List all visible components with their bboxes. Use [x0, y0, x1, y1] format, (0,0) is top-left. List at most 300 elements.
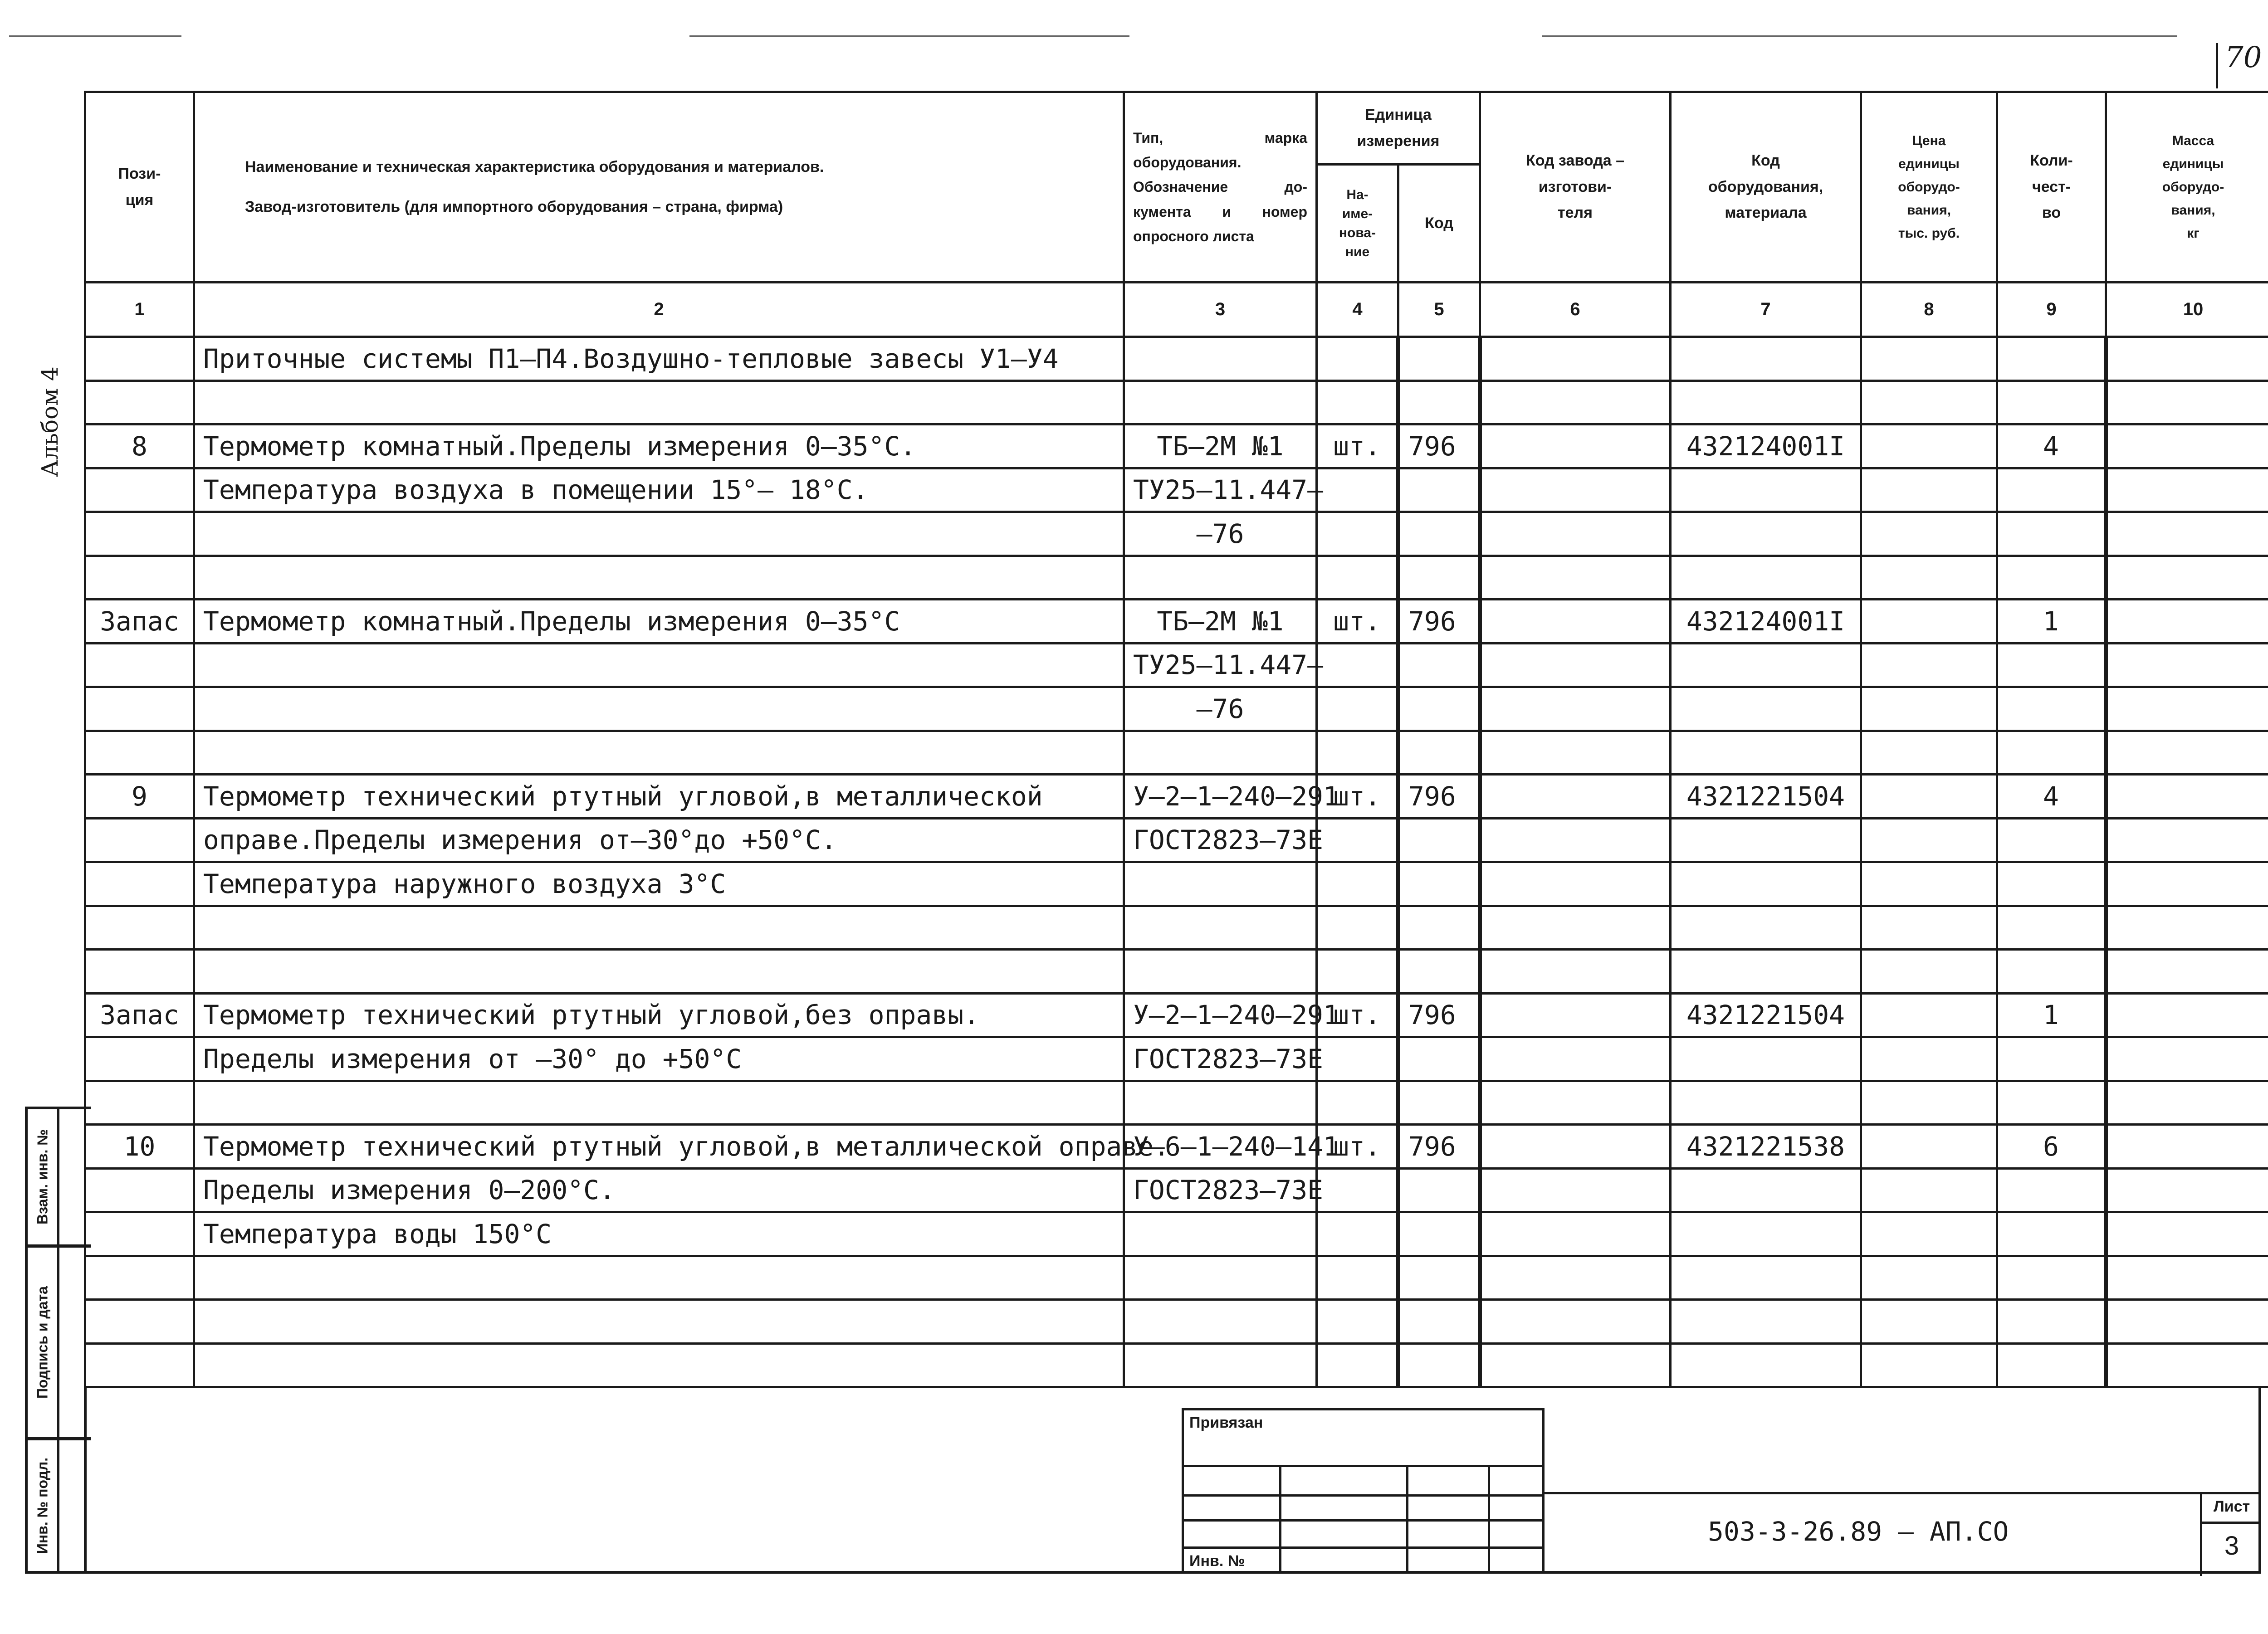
table-row — [85, 337, 2268, 381]
equipment-code-cell — [1671, 1081, 1861, 1125]
type-cell — [1124, 1343, 1317, 1387]
price-cell — [1861, 775, 1997, 819]
factory-code-cell — [1480, 1256, 1671, 1300]
type-cell: –76 — [1124, 512, 1317, 556]
name-cell: Пределы измерения от –30° до +50°С — [194, 1037, 1124, 1081]
position-cell — [85, 643, 194, 687]
price-cell — [1861, 1212, 1997, 1256]
unit-cell — [1317, 1037, 1398, 1081]
price-cell — [1861, 512, 1997, 556]
header-name-line2: Завод-изготовитель (для импортного оборудования – страна, фирма) — [245, 198, 783, 215]
mass-cell — [2106, 468, 2268, 512]
table-row — [85, 468, 2268, 512]
album-label — [36, 354, 64, 490]
price-cell — [1861, 600, 1997, 644]
price-cell — [1861, 1037, 1997, 1081]
name-cell — [194, 1343, 1124, 1387]
equipment-code-cell — [1671, 950, 1861, 994]
table-row — [85, 1343, 2268, 1387]
header-quantity: Коли- чест- во — [1997, 92, 2106, 283]
factory-code-cell — [1480, 1037, 1671, 1081]
factory-code-cell — [1480, 906, 1671, 950]
name-cell: оправе.Пределы измерения от–30°до +50°С. — [194, 818, 1124, 862]
quantity-cell — [1997, 337, 2106, 381]
type-cell: ТБ–2М №1 — [1124, 424, 1317, 468]
price-cell — [1861, 1343, 1997, 1387]
code-cell — [1398, 687, 1480, 731]
type-cell: ТУ25–11.447– — [1124, 468, 1317, 512]
table-row — [85, 1125, 2268, 1169]
position-cell: Запас — [85, 600, 194, 644]
unit-cell — [1317, 337, 1398, 381]
code-cell — [1398, 1212, 1480, 1256]
price-cell — [1861, 643, 1997, 687]
type-cell: ТУ25–11.447– — [1124, 643, 1317, 687]
mass-cell — [2106, 687, 2268, 731]
mass-cell — [2106, 818, 2268, 862]
header-price: Цена единицы оборудо- вания, тыс. руб. — [1861, 92, 1997, 283]
type-cell — [1124, 337, 1317, 381]
col-number: 10 — [2106, 283, 2268, 337]
factory-code-cell — [1480, 643, 1671, 687]
page-number-bar — [2216, 43, 2218, 88]
price-cell — [1861, 993, 1997, 1037]
table-row — [85, 687, 2268, 731]
code-cell — [1398, 862, 1480, 906]
price-cell — [1861, 1168, 1997, 1212]
equipment-code-cell: 4321221538 — [1671, 1125, 1861, 1169]
quantity-cell: 4 — [1997, 424, 2106, 468]
unit-cell: шт. — [1317, 775, 1398, 819]
col-number: 8 — [1861, 283, 1997, 337]
factory-code-cell — [1480, 1212, 1671, 1256]
position-cell — [85, 731, 194, 775]
mass-cell — [2106, 1300, 2268, 1344]
header-mass: Масса единицы оборудо- вания, кг — [2106, 92, 2268, 283]
price-cell — [1861, 950, 1997, 994]
equipment-code-cell — [1671, 512, 1861, 556]
mass-cell — [2106, 862, 2268, 906]
side-col — [28, 1109, 59, 1244]
code-cell: 796 — [1398, 424, 1480, 468]
price-cell — [1861, 468, 1997, 512]
table-row — [85, 556, 2268, 600]
top-dash — [689, 35, 1129, 37]
code-cell — [1398, 1343, 1480, 1387]
mass-cell — [2106, 424, 2268, 468]
equipment-code-cell — [1671, 1300, 1861, 1344]
code-cell: 796 — [1398, 775, 1480, 819]
table-row — [85, 380, 2268, 424]
position-cell — [85, 1256, 194, 1300]
type-cell: У–2–1–240–291 — [1124, 775, 1317, 819]
table-row — [85, 1168, 2268, 1212]
table-row — [85, 906, 2268, 950]
quantity-cell: 1 — [1997, 993, 2106, 1037]
mass-cell — [2106, 1081, 2268, 1125]
code-cell — [1398, 906, 1480, 950]
name-cell — [194, 1081, 1124, 1125]
quantity-cell — [1997, 1343, 2106, 1387]
name-cell: Температура воды 150°С — [194, 1212, 1124, 1256]
quantity-cell — [1997, 1300, 2106, 1344]
quantity-cell: 6 — [1997, 1125, 2106, 1169]
quantity-cell: 1 — [1997, 600, 2106, 644]
code-cell — [1398, 818, 1480, 862]
type-cell — [1124, 862, 1317, 906]
position-cell — [85, 556, 194, 600]
table-row — [85, 731, 2268, 775]
factory-code-cell — [1480, 1168, 1671, 1212]
unit-cell — [1317, 862, 1398, 906]
type-cell — [1124, 906, 1317, 950]
mass-cell — [2106, 950, 2268, 994]
equipment-code-cell: 432124001I — [1671, 424, 1861, 468]
factory-code-cell — [1480, 731, 1671, 775]
quantity-cell — [1997, 380, 2106, 424]
name-cell: Термометр комнатный.Пределы измерения 0–35°С — [194, 600, 1124, 644]
name-cell: Температура наружного воздуха 3°С — [194, 862, 1124, 906]
position-cell: 10 — [85, 1125, 194, 1169]
title-block — [1545, 1492, 2261, 1576]
equipment-code-cell — [1671, 643, 1861, 687]
table-row — [85, 1300, 2268, 1344]
side-col — [28, 1440, 59, 1571]
sheet-number: 3 — [2224, 1531, 2239, 1561]
mass-cell — [2106, 1168, 2268, 1212]
unit-cell — [1317, 380, 1398, 424]
price-cell — [1861, 337, 1997, 381]
code-cell — [1398, 950, 1480, 994]
equipment-code-cell — [1671, 337, 1861, 381]
unit-cell — [1317, 1300, 1398, 1344]
position-cell — [85, 1168, 194, 1212]
factory-code-cell — [1480, 1343, 1671, 1387]
unit-cell — [1317, 1081, 1398, 1125]
name-cell — [194, 687, 1124, 731]
type-cell: ГОСТ2823–73Е — [1124, 1168, 1317, 1212]
privyazan-label: Привязан — [1189, 1414, 1263, 1431]
mass-cell — [2106, 906, 2268, 950]
code-cell — [1398, 512, 1480, 556]
mass-cell — [2106, 337, 2268, 381]
mass-cell — [2106, 380, 2268, 424]
name-cell: Приточные системы П1–П4.Воздушно-тепловые завесы У1–У4 — [194, 337, 1124, 381]
code-cell — [1398, 468, 1480, 512]
price-cell — [1861, 424, 1997, 468]
price-cell — [1861, 1081, 1997, 1125]
header-name — [194, 92, 1124, 283]
unit-cell — [1317, 950, 1398, 994]
mass-cell — [2106, 1212, 2268, 1256]
side-col — [28, 1248, 59, 1437]
price-cell — [1861, 380, 1997, 424]
price-cell — [1861, 687, 1997, 731]
factory-code-cell — [1480, 512, 1671, 556]
equipment-code-cell — [1671, 380, 1861, 424]
equipment-code-cell — [1671, 687, 1861, 731]
mass-cell — [2106, 1037, 2268, 1081]
table-row — [85, 775, 2268, 819]
mass-cell — [2106, 600, 2268, 644]
quantity-cell — [1997, 556, 2106, 600]
quantity-cell — [1997, 687, 2106, 731]
equipment-code-cell — [1671, 1256, 1861, 1300]
factory-code-cell — [1480, 818, 1671, 862]
price-cell — [1861, 906, 1997, 950]
header-unit-code: Код — [1398, 165, 1480, 283]
type-cell: У–6–1–240–141 — [1124, 1125, 1317, 1169]
sheet-label: Лист — [2213, 1498, 2250, 1515]
type-cell — [1124, 1212, 1317, 1256]
type-cell: ГОСТ2823–73Е — [1124, 818, 1317, 862]
quantity-cell — [1997, 950, 2106, 994]
stamp-vline — [1279, 1465, 1281, 1574]
header-unit-name: На- име- нова- ние — [1317, 165, 1398, 283]
type-cell — [1124, 1300, 1317, 1344]
type-cell — [1124, 380, 1317, 424]
equipment-code-cell — [1671, 556, 1861, 600]
quantity-cell — [1997, 468, 2106, 512]
factory-code-cell — [1480, 950, 1671, 994]
factory-code-cell — [1480, 468, 1671, 512]
code-cell: 796 — [1398, 600, 1480, 644]
equipment-code-cell — [1671, 1168, 1861, 1212]
quantity-cell — [1997, 1256, 2106, 1300]
equipment-code-cell — [1671, 818, 1861, 862]
side-stamp-vzam-text: Взам. инв. № — [34, 1129, 50, 1224]
mass-cell — [2106, 1343, 2268, 1387]
side-stamp-vzam — [25, 1107, 91, 1247]
position-cell — [85, 1081, 194, 1125]
code-cell — [1398, 380, 1480, 424]
col-number: 3 — [1124, 283, 1317, 337]
header-unit: Единица измерения — [1317, 92, 1480, 165]
quantity-cell — [1997, 643, 2106, 687]
quantity-cell — [1997, 1212, 2106, 1256]
mass-cell — [2106, 643, 2268, 687]
col-number: 1 — [85, 283, 194, 337]
code-cell: 796 — [1398, 1125, 1480, 1169]
position-cell: 8 — [85, 424, 194, 468]
quantity-cell — [1997, 862, 2106, 906]
sheet-line — [2202, 1522, 2261, 1524]
table-row — [85, 1037, 2268, 1081]
type-cell: ТБ–2М №1 — [1124, 600, 1317, 644]
factory-code-cell — [1480, 380, 1671, 424]
mass-cell — [2106, 512, 2268, 556]
factory-code-cell — [1480, 600, 1671, 644]
table-row — [85, 424, 2268, 468]
name-cell — [194, 643, 1124, 687]
header-equipment-code: Код оборудования, материала — [1671, 92, 1861, 283]
unit-cell — [1317, 818, 1398, 862]
privyazan-stamp — [1182, 1408, 1545, 1574]
factory-code-cell — [1480, 862, 1671, 906]
factory-code-cell — [1480, 337, 1671, 381]
position-cell — [85, 1037, 194, 1081]
table-row — [85, 1212, 2268, 1256]
position-cell: Запас — [85, 993, 194, 1037]
code-cell — [1398, 731, 1480, 775]
page-number: 70 — [2225, 41, 2262, 74]
col-number: 5 — [1398, 283, 1480, 337]
type-cell — [1124, 556, 1317, 600]
position-cell — [85, 687, 194, 731]
position-cell — [85, 818, 194, 862]
factory-code-cell — [1480, 556, 1671, 600]
unit-cell: шт. — [1317, 1125, 1398, 1169]
price-cell — [1861, 556, 1997, 600]
price-cell — [1861, 818, 1997, 862]
col-number: 9 — [1997, 283, 2106, 337]
unit-cell — [1317, 1168, 1398, 1212]
stamp-inv-label: Инв. № — [1189, 1552, 1245, 1570]
equipment-code-cell — [1671, 1037, 1861, 1081]
code-cell — [1398, 1037, 1480, 1081]
unit-cell: шт. — [1317, 600, 1398, 644]
side-stamp-podpis-text: Подпись и дата — [34, 1286, 50, 1399]
side-stamp-inv-text: Инв. № подл. — [34, 1457, 50, 1554]
quantity-cell: 4 — [1997, 775, 2106, 819]
type-cell — [1124, 1256, 1317, 1300]
factory-code-cell — [1480, 1300, 1671, 1344]
code-cell — [1398, 1256, 1480, 1300]
code-cell: 796 — [1398, 993, 1480, 1037]
position-cell — [85, 337, 194, 381]
price-cell — [1861, 1125, 1997, 1169]
mass-cell — [2106, 775, 2268, 819]
mass-cell — [2106, 556, 2268, 600]
type-cell — [1124, 731, 1317, 775]
table-row — [85, 1081, 2268, 1125]
position-cell — [85, 906, 194, 950]
mass-cell — [2106, 1125, 2268, 1169]
table-row — [85, 512, 2268, 556]
name-cell: Термометр технический ртутный угловой,в металлической оправе. — [194, 1125, 1124, 1169]
sheet-box — [2200, 1494, 2261, 1576]
position-cell — [85, 862, 194, 906]
position-cell — [85, 512, 194, 556]
header-position: Пози- ция — [85, 92, 194, 283]
code-cell — [1398, 643, 1480, 687]
header-factory-code: Код завода – изготови- теля — [1480, 92, 1671, 283]
album-label-text: Альбом 4 — [37, 366, 63, 477]
name-cell — [194, 1300, 1124, 1344]
position-cell — [85, 1343, 194, 1387]
table-row — [85, 950, 2268, 994]
unit-cell — [1317, 512, 1398, 556]
price-cell — [1861, 1256, 1997, 1300]
equipment-code-cell — [1671, 468, 1861, 512]
quantity-cell — [1997, 1168, 2106, 1212]
unit-cell — [1317, 1256, 1398, 1300]
header-type: Тип, марка оборудования. Обозначение до-кумента и номер опросного листа — [1124, 92, 1317, 283]
price-cell — [1861, 1300, 1997, 1344]
equipment-code-cell — [1671, 906, 1861, 950]
quantity-cell — [1997, 731, 2106, 775]
unit-cell — [1317, 556, 1398, 600]
col-number: 4 — [1317, 283, 1398, 337]
position-cell — [85, 380, 194, 424]
name-cell — [194, 380, 1124, 424]
code-cell — [1398, 1168, 1480, 1212]
type-cell: У–2–1–240–291 — [1124, 993, 1317, 1037]
factory-code-cell — [1480, 775, 1671, 819]
unit-cell — [1317, 468, 1398, 512]
factory-code-cell — [1480, 993, 1671, 1037]
unit-cell: шт. — [1317, 424, 1398, 468]
quantity-cell — [1997, 512, 2106, 556]
type-cell: ГОСТ2823–73Е — [1124, 1037, 1317, 1081]
position-cell — [85, 468, 194, 512]
name-cell — [194, 1256, 1124, 1300]
factory-code-cell — [1480, 687, 1671, 731]
mass-cell — [2106, 731, 2268, 775]
quantity-cell — [1997, 818, 2106, 862]
name-cell: Термометр технический ртутный угловой,без оправы. — [194, 993, 1124, 1037]
position-cell: 9 — [85, 775, 194, 819]
col-number: 7 — [1671, 283, 1861, 337]
unit-cell — [1317, 731, 1398, 775]
table-row — [85, 1256, 2268, 1300]
type-cell — [1124, 1081, 1317, 1125]
name-cell — [194, 731, 1124, 775]
header-name-line1: Наименование и техническая характеристика оборудования и материалов. — [245, 158, 824, 176]
type-cell — [1124, 950, 1317, 994]
type-cell: –76 — [1124, 687, 1317, 731]
stamp-vline — [1488, 1465, 1490, 1574]
code-cell — [1398, 337, 1480, 381]
equipment-code-cell: 432124001I — [1671, 600, 1861, 644]
unit-cell — [1317, 1212, 1398, 1256]
equipment-code-cell — [1671, 1212, 1861, 1256]
col-number: 6 — [1480, 283, 1671, 337]
code-cell — [1398, 556, 1480, 600]
name-cell: Пределы измерения 0–200°С. — [194, 1168, 1124, 1212]
position-cell — [85, 1300, 194, 1344]
unit-cell — [1317, 643, 1398, 687]
table-row — [85, 643, 2268, 687]
document-code: 503-3-26.89 – АП.СО — [1708, 1516, 2009, 1547]
side-stamp-podpis — [25, 1245, 91, 1440]
equipment-code-cell: 4321221504 — [1671, 775, 1861, 819]
top-dash — [9, 35, 181, 37]
name-cell: Термометр технический ртутный угловой,в металлической — [194, 775, 1124, 819]
position-cell — [85, 1212, 194, 1256]
price-cell — [1861, 862, 1997, 906]
unit-cell — [1317, 1343, 1398, 1387]
table-row — [85, 862, 2268, 906]
code-cell — [1398, 1300, 1480, 1344]
equipment-code-cell: 4321221504 — [1671, 993, 1861, 1037]
unit-cell — [1317, 687, 1398, 731]
name-cell — [194, 950, 1124, 994]
equipment-code-cell — [1671, 1343, 1861, 1387]
top-dash — [1542, 35, 2177, 37]
side-stamp-inv — [25, 1438, 91, 1574]
mass-cell — [2106, 993, 2268, 1037]
code-cell — [1398, 1081, 1480, 1125]
col-number: 2 — [194, 283, 1124, 337]
price-cell — [1861, 731, 1997, 775]
specification-table — [84, 91, 2268, 1388]
mass-cell — [2106, 1256, 2268, 1300]
quantity-cell — [1997, 1081, 2106, 1125]
factory-code-cell — [1480, 424, 1671, 468]
column-numbers-row — [85, 283, 2268, 337]
name-cell — [194, 556, 1124, 600]
